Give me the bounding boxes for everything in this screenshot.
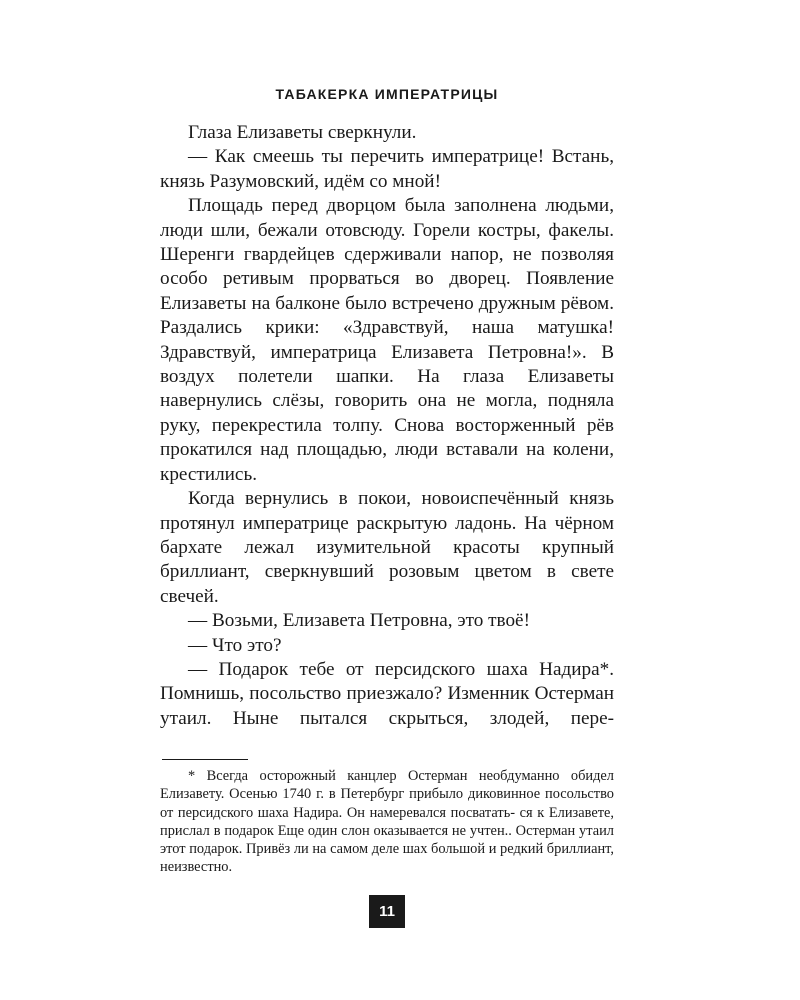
footnote-divider [162,759,248,760]
page-number: 11 [369,895,405,928]
paragraph: — Как смеешь ты перечить императрице! Встань, князь Разумовский, идём со мной! [160,146,614,192]
paragraph: — Возьми, Елизавета Петровна, это твоё! [188,610,530,632]
paragraph-continued: — Подарок тебе от персидского шаха Надира*. Помнишь, посольство приезжало? Изменник Остерман утаил. Ныне пытался скрыться, злодей, пере- [160,658,614,729]
paragraph: Площадь перед дворцом была заполнена людьми, люди шли, бежали отовсюду. Горели костры, факелы. Шеренги гвардейцев сдерживали напор, не позволяя особо ретивым прорваться во дворец. Появление Елизаветы на балконе было встречено дружным рёвом. Раздались крики: «Здравствуй, наша матушка! Здравствуй, императрица Елизавета Петровна!». В воздух полетели шапки. На глаза Елизаветы навернулись слёзы, говорить она не могла, подняла руку, перекрестила толпу. Снова восторженный рёв прокатился над площадью, люди вставали на колени, крестились. [160,195,614,485]
paragraph: Глаза Елизаветы сверкнули. [188,122,417,143]
paragraph: — Что это? [188,634,282,656]
running-title: ТАБАКЕРКА ИМПЕРАТРИЦЫ [275,86,499,102]
main-text [160,121,614,731]
paragraph: Когда вернулись в покои, новоиспечённый князь протянул императрице раскрытую ладонь. На чёрном бархате лежал изумительной красоты крупный бриллиант, сверкнувший розовым цветом в свете свечей. [160,488,614,607]
footnote: * Всегда осторожный канцлер Остерман необдуманно обидел Елизавету. Осенью 1740 г. в Петербург прибыло диковинное посольство от персидского шаха Надира. Он намеревался посватать- ся к Елизавете, прислал в подарок Еще один слон оказывается не учтен.. Остерман утаил этот подарок. Привёз ли на самом деле шах большой и редкий бриллиант, неизвестно. [160,768,614,876]
